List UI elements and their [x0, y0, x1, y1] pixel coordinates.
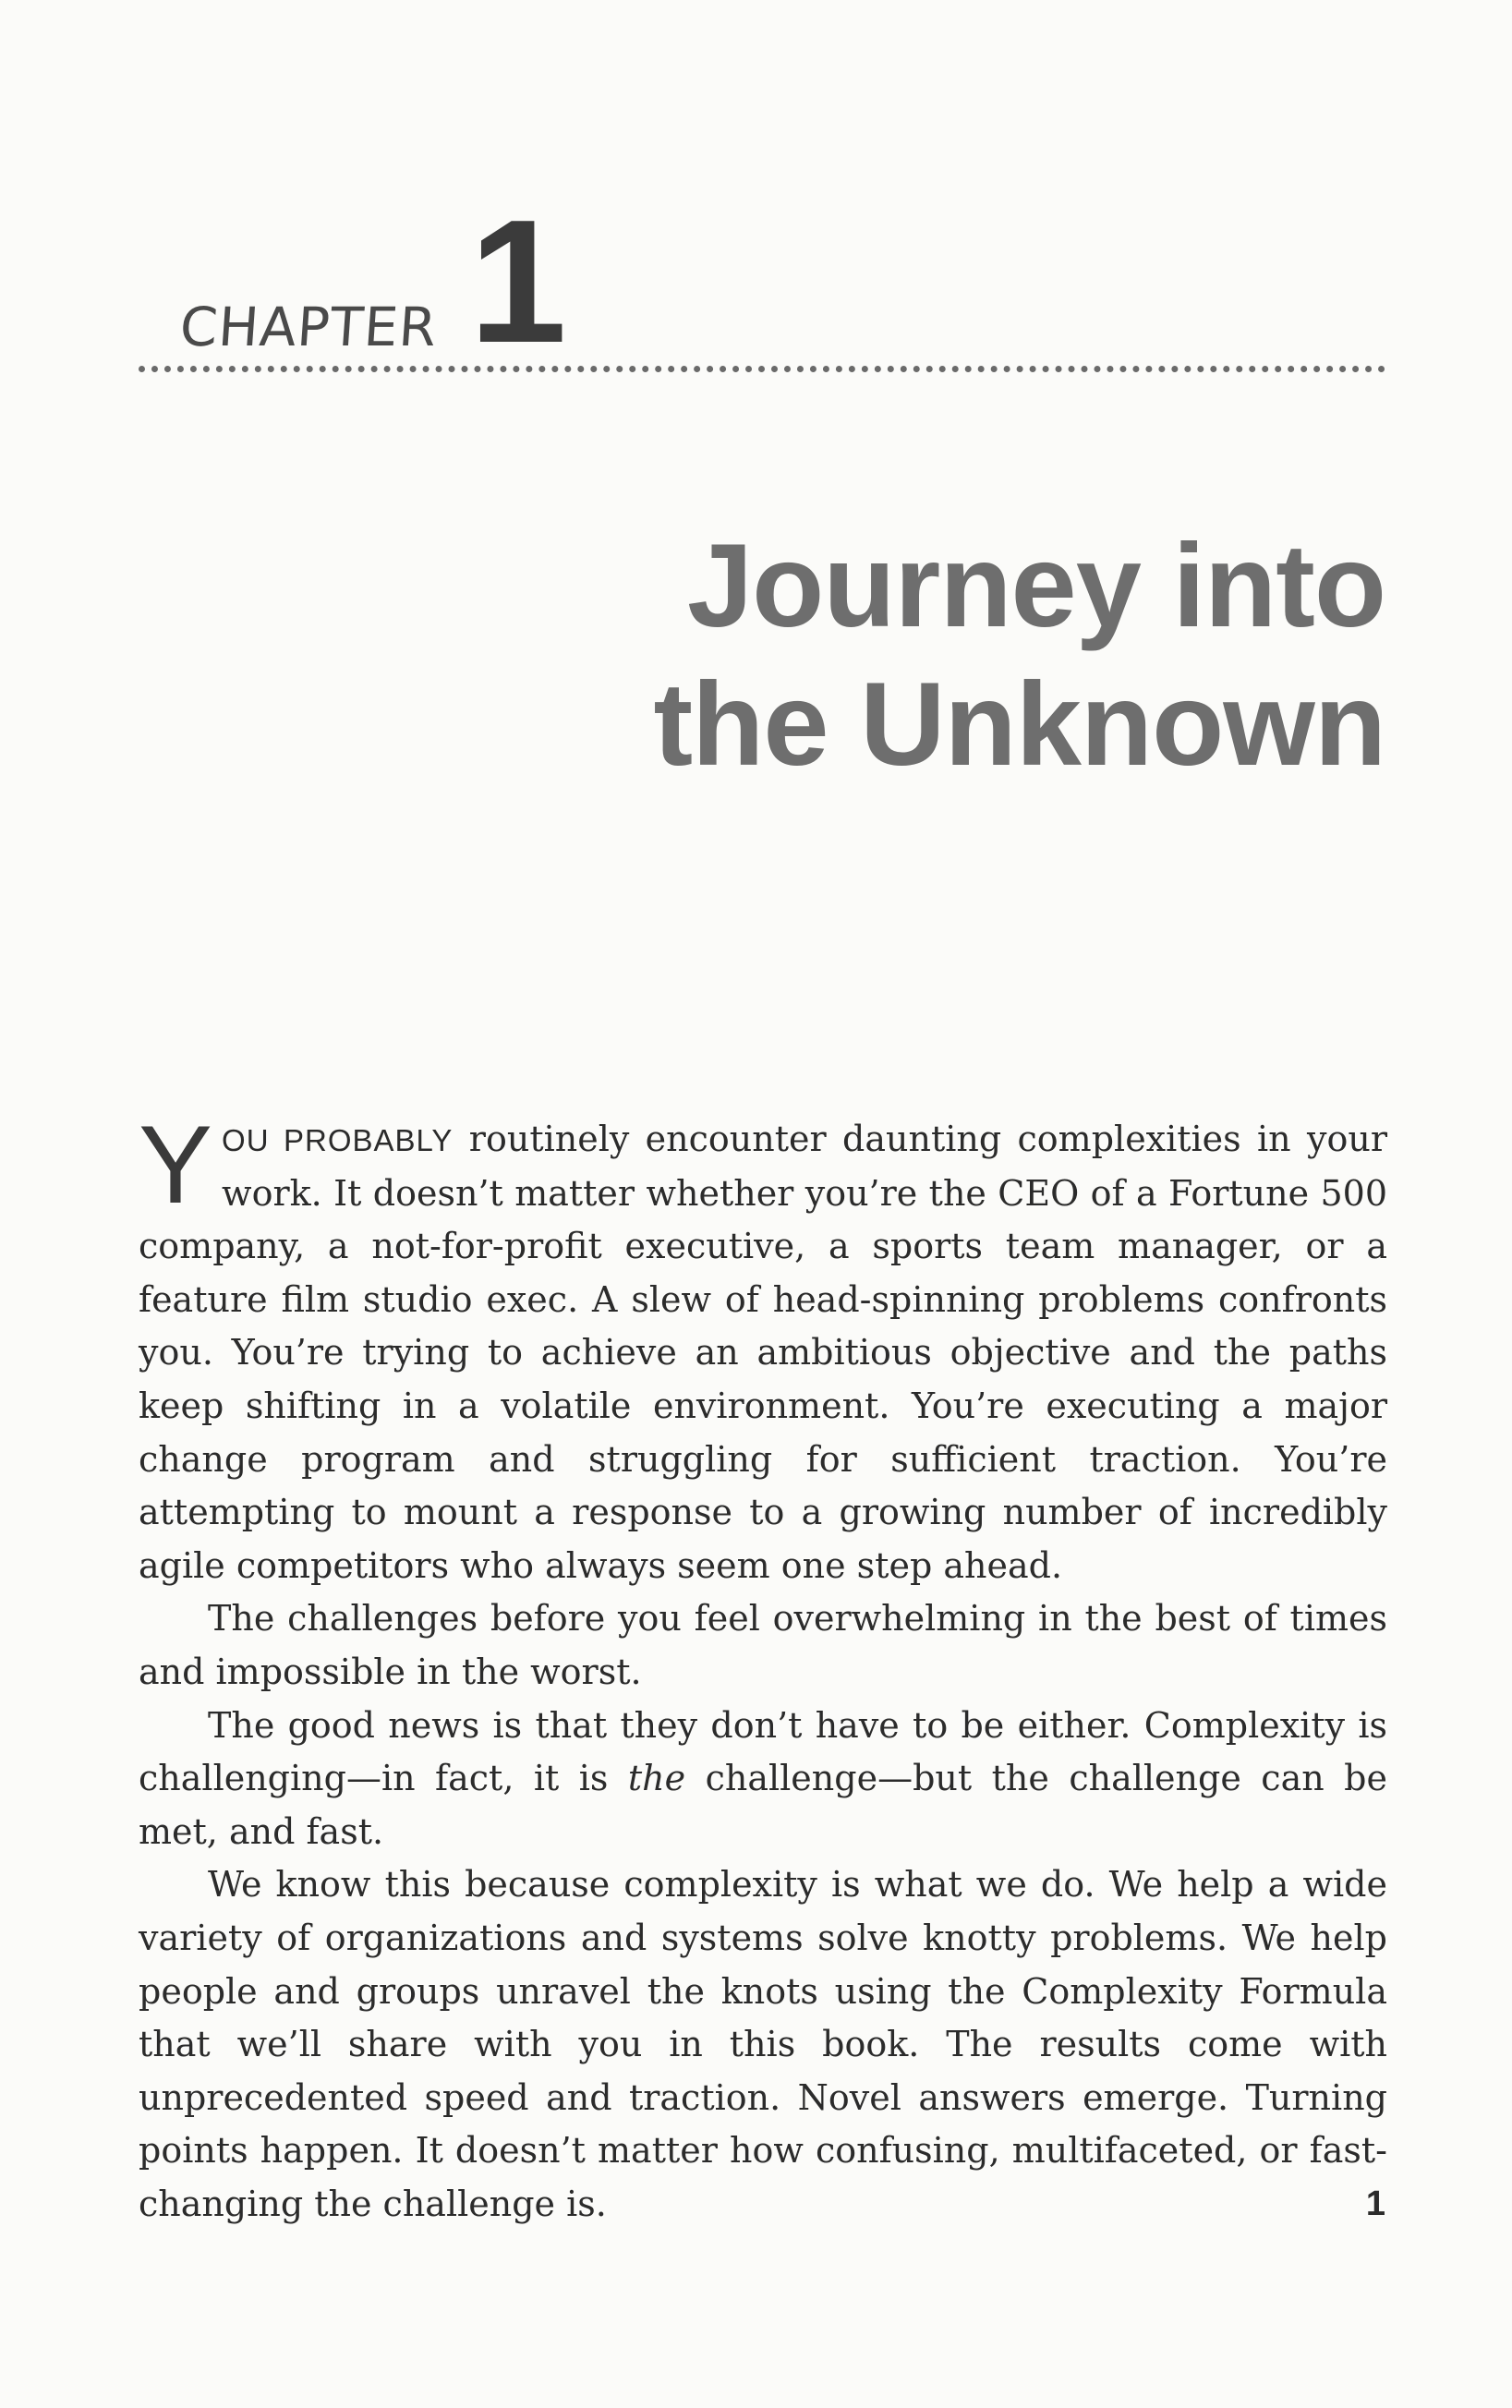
emphasis-the: the	[627, 1758, 686, 1799]
paragraph-1-text: routinely encounter daunting complexities in your work. It doesn’t matter whether you’re the CEO of a Fortune 500 company, a not-for-profit executive, a sports team manager, or a feature film studio exec. A slew of head-spinning problems confronts you. You’re trying to achieve an ambitious objective and the paths keep shifting in a volatile environment. You’re executing a major change program and struggling for sufficient traction. You’re attempting to mount a response to a growing number of incredibly agile competitors who always seem one step ahead.	[139, 1119, 1387, 1586]
lead-in: OU PROBABLY	[222, 1123, 454, 1157]
chapter-label: CHAPTER	[177, 296, 440, 358]
paragraph-4: We know this because complexity is what we do. We help a wide variety of organizations and systems solve knotty problems. We help people and groups unravel the knots using the Complexity Formula that we’ll share with you in this book. The results come with unprecedented speed and traction. Novel answers emerge. Turning points happen. It doesn’t matter how confusing, multifaceted, or fast-changing the challenge is.	[139, 1864, 1387, 2224]
chapter-number: 1	[469, 184, 567, 380]
page-number: 1	[1365, 2184, 1385, 2223]
paragraph-2: The challenges before you feel overwhelming in the best of times and impossible in the worst.	[139, 1598, 1387, 1692]
drop-cap: Y	[139, 1103, 213, 1227]
dotted-divider	[139, 366, 1385, 372]
paragraph-1	[139, 1103, 1387, 1592]
paragraph-3-text-a: The good news is that they don’t have to be either. Complexity is challenging—in fact, it is	[139, 1704, 1387, 1799]
chapter-title	[0, 517, 1385, 794]
paragraph-3	[139, 1700, 1387, 1859]
chapter-title-line-2: the Unknown	[653, 659, 1385, 791]
body-text	[139, 1103, 1387, 2231]
chapter-heading	[139, 184, 1385, 380]
chapter-title-line-1: Journey into	[686, 520, 1385, 652]
paragraph-3-text-b: challenge—but the challenge can be met, and fast.	[139, 1758, 1387, 1852]
